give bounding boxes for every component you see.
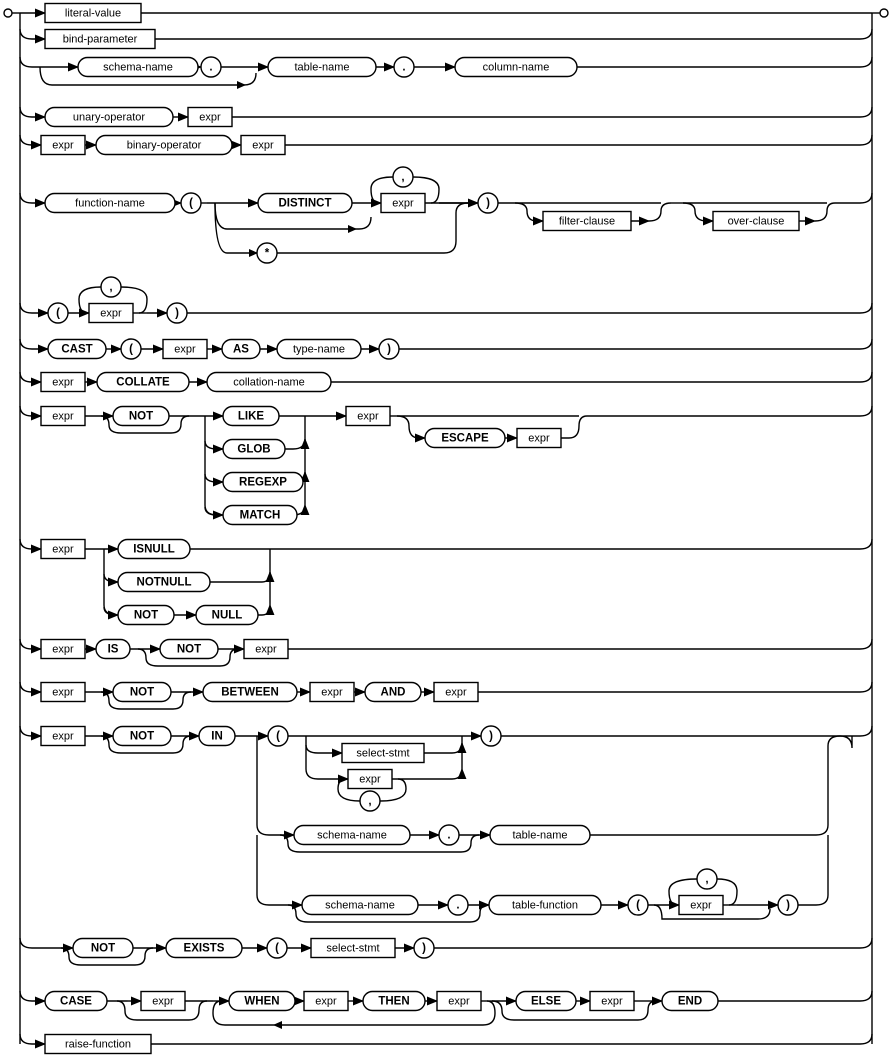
svg-text:LIKE: LIKE bbox=[237, 410, 265, 423]
railroad-node-column-name bbox=[455, 58, 577, 77]
svg-text:function-name: function-name bbox=[75, 197, 145, 210]
svg-text:,: , bbox=[368, 795, 372, 808]
railroad-node-else bbox=[516, 992, 576, 1011]
railroad-node-unary-operator bbox=[45, 108, 173, 127]
railroad-node-glob bbox=[223, 440, 285, 459]
railroad-node-in bbox=[199, 727, 235, 746]
svg-text:): ) bbox=[786, 899, 790, 912]
svg-text:expr: expr bbox=[52, 643, 74, 656]
svg-text:expr: expr bbox=[359, 773, 381, 786]
railroad-node-bind-parameter bbox=[45, 30, 155, 49]
svg-text:expr: expr bbox=[52, 686, 74, 699]
railroad-node-filter-clause bbox=[543, 212, 631, 231]
svg-text:,: , bbox=[705, 873, 709, 886]
railroad-node-expr bbox=[348, 770, 392, 789]
railroad-node-notnull bbox=[118, 573, 210, 592]
svg-text:NOT: NOT bbox=[90, 942, 116, 955]
svg-text:NOT: NOT bbox=[128, 410, 154, 423]
svg-text:.: . bbox=[209, 61, 213, 74]
svg-text:NULL: NULL bbox=[211, 609, 243, 622]
railroad-node-- bbox=[257, 243, 277, 263]
railroad-node-- bbox=[101, 277, 121, 297]
railroad-node-not bbox=[113, 407, 169, 426]
railroad-node-regexp bbox=[223, 473, 303, 492]
railroad-node-expr bbox=[41, 373, 85, 392]
railroad-node-expr bbox=[241, 136, 285, 155]
svg-text:(: ( bbox=[275, 942, 279, 955]
svg-text:.: . bbox=[447, 829, 451, 842]
railroad-node-- bbox=[478, 193, 498, 213]
railroad-node-not bbox=[118, 606, 174, 625]
railroad-node-escape bbox=[425, 429, 505, 448]
svg-text:expr: expr bbox=[315, 995, 337, 1008]
svg-text:): ) bbox=[175, 307, 179, 320]
railroad-wires bbox=[4, 9, 888, 1044]
railroad-node-not bbox=[113, 683, 171, 702]
railroad-node-- bbox=[393, 167, 413, 187]
railroad-node-- bbox=[628, 895, 648, 915]
svg-text:expr: expr bbox=[52, 410, 74, 423]
railroad-node-expr bbox=[41, 727, 85, 746]
railroad-node-expr bbox=[346, 407, 390, 426]
svg-text:(: ( bbox=[56, 307, 60, 320]
svg-text:expr: expr bbox=[690, 899, 712, 912]
railroad-node-isnull bbox=[118, 540, 190, 559]
svg-text:filter-clause: filter-clause bbox=[558, 215, 616, 228]
svg-text:over-clause: over-clause bbox=[727, 215, 785, 228]
svg-text:.: . bbox=[402, 61, 406, 74]
railroad-node-is bbox=[96, 640, 130, 659]
svg-text:expr: expr bbox=[100, 307, 122, 320]
railroad-node-table-name bbox=[268, 58, 376, 77]
railroad-node-expr bbox=[310, 683, 354, 702]
railroad-node-distinct bbox=[258, 194, 352, 213]
svg-text:expr: expr bbox=[445, 686, 467, 699]
svg-text:expr: expr bbox=[52, 139, 74, 152]
railroad-node-literal-value bbox=[45, 4, 141, 23]
railroad-node-- bbox=[201, 57, 221, 77]
railroad-node-expr bbox=[41, 683, 85, 702]
svg-text:table-function: table-function bbox=[511, 899, 579, 912]
svg-text:EXISTS: EXISTS bbox=[183, 942, 225, 955]
svg-text:expr: expr bbox=[252, 139, 274, 152]
railroad-node-- bbox=[268, 726, 288, 746]
svg-text:GLOB: GLOB bbox=[237, 443, 271, 456]
railroad-node-- bbox=[167, 303, 187, 323]
svg-text:THEN: THEN bbox=[378, 995, 410, 1008]
railroad-node-over-clause bbox=[713, 212, 799, 231]
svg-text:(: ( bbox=[636, 899, 640, 912]
svg-text:expr: expr bbox=[528, 432, 550, 445]
svg-text:CASE: CASE bbox=[60, 995, 92, 1008]
railroad-node-expr bbox=[434, 683, 478, 702]
railroad-node-match bbox=[223, 506, 297, 525]
svg-text:MATCH: MATCH bbox=[239, 509, 281, 522]
railroad-node-raise-function bbox=[45, 1035, 151, 1054]
svg-text:,: , bbox=[401, 171, 405, 184]
svg-text:BETWEEN: BETWEEN bbox=[221, 686, 279, 699]
svg-text:schema-name: schema-name bbox=[317, 829, 387, 842]
svg-text:expr: expr bbox=[199, 111, 221, 124]
svg-text:table-name: table-name bbox=[294, 61, 350, 74]
railroad-node-expr bbox=[590, 992, 634, 1011]
railroad-node-function-name bbox=[45, 194, 175, 213]
svg-text:expr: expr bbox=[174, 343, 196, 356]
svg-text:NOT: NOT bbox=[129, 730, 155, 743]
svg-text:select-stmt: select-stmt bbox=[326, 942, 380, 955]
railroad-node-binary-operator bbox=[96, 136, 232, 155]
svg-text:expr: expr bbox=[357, 410, 379, 423]
svg-text:(: ( bbox=[189, 197, 193, 210]
svg-text:): ) bbox=[422, 942, 426, 955]
railroad-node-schema-name bbox=[78, 58, 198, 77]
svg-text:collation-name: collation-name bbox=[233, 376, 305, 389]
svg-text:): ) bbox=[489, 730, 493, 743]
railroad-node-end bbox=[662, 992, 718, 1011]
railroad-node-expr bbox=[381, 194, 425, 213]
railroad-node-- bbox=[414, 938, 434, 958]
svg-text:NOT: NOT bbox=[129, 686, 155, 699]
svg-text:IN: IN bbox=[211, 730, 223, 743]
railroad-node-expr bbox=[244, 640, 288, 659]
railroad-node-- bbox=[448, 895, 468, 915]
railroad-node-select-stmt bbox=[342, 744, 424, 763]
svg-text:table-name: table-name bbox=[512, 829, 568, 842]
railroad-node-- bbox=[697, 869, 717, 889]
railroad-node-when bbox=[229, 992, 295, 1011]
svg-text:DISTINCT: DISTINCT bbox=[278, 197, 332, 210]
railroad-node-- bbox=[394, 57, 414, 77]
railroad-nodes bbox=[41, 4, 799, 1054]
svg-text:): ) bbox=[486, 197, 490, 210]
railroad-node-expr bbox=[679, 896, 723, 915]
svg-text:bind-parameter: bind-parameter bbox=[62, 33, 138, 46]
svg-text:,: , bbox=[109, 281, 113, 294]
railroad-node-then bbox=[363, 992, 425, 1011]
railroad-node-- bbox=[48, 303, 68, 323]
svg-text:ELSE: ELSE bbox=[530, 995, 562, 1008]
svg-text:CAST: CAST bbox=[61, 343, 93, 356]
svg-text:type-name: type-name bbox=[293, 343, 345, 356]
railroad-node-like bbox=[223, 407, 279, 426]
railroad-node-not bbox=[73, 939, 133, 958]
svg-text:expr: expr bbox=[392, 197, 414, 210]
svg-text:expr: expr bbox=[52, 543, 74, 556]
svg-text:AS: AS bbox=[233, 343, 249, 356]
svg-text:select-stmt: select-stmt bbox=[356, 747, 410, 760]
railroad-node-not bbox=[113, 727, 171, 746]
svg-text:AND: AND bbox=[380, 686, 406, 699]
railroad-node-case bbox=[45, 992, 107, 1011]
railroad-node-table-name bbox=[490, 826, 590, 845]
svg-text:NOTNULL: NOTNULL bbox=[136, 576, 192, 589]
svg-text:binary-operator: binary-operator bbox=[126, 139, 202, 152]
railroad-node-expr bbox=[41, 136, 85, 155]
svg-text:expr: expr bbox=[152, 995, 174, 1008]
svg-text:WHEN: WHEN bbox=[244, 995, 280, 1008]
railroad-node-expr bbox=[188, 108, 232, 127]
svg-text:raise-function: raise-function bbox=[64, 1038, 132, 1051]
railroad-node-- bbox=[360, 791, 380, 811]
railroad-node-null bbox=[196, 606, 258, 625]
railroad-node-- bbox=[121, 339, 141, 359]
railroad-node-select-stmt bbox=[311, 939, 395, 958]
railroad-node-between bbox=[203, 683, 297, 702]
railroad-node-collation-name bbox=[207, 373, 331, 392]
railroad-node-expr bbox=[437, 992, 481, 1011]
svg-text:expr: expr bbox=[255, 643, 277, 656]
svg-text:expr: expr bbox=[52, 376, 74, 389]
railroad-node-- bbox=[778, 895, 798, 915]
railroad-node-- bbox=[481, 726, 501, 746]
svg-text:column-name: column-name bbox=[482, 61, 550, 74]
svg-text:REGEXP: REGEXP bbox=[239, 476, 287, 489]
railroad-node-expr bbox=[89, 304, 133, 323]
railroad-node-cast bbox=[48, 340, 106, 359]
svg-text:expr: expr bbox=[601, 995, 623, 1008]
svg-text:ISNULL: ISNULL bbox=[133, 543, 175, 556]
svg-text:COLLATE: COLLATE bbox=[116, 376, 170, 389]
svg-text:NOT: NOT bbox=[133, 609, 159, 622]
railroad-node-expr bbox=[141, 992, 185, 1011]
svg-text:schema-name: schema-name bbox=[325, 899, 395, 912]
svg-text:NOT: NOT bbox=[176, 643, 202, 656]
railroad-node-and bbox=[365, 683, 421, 702]
svg-text:unary-operator: unary-operator bbox=[72, 111, 146, 124]
svg-text:.: . bbox=[456, 899, 460, 912]
svg-text:*: * bbox=[264, 247, 270, 260]
railroad-node-not bbox=[160, 640, 218, 659]
railroad-node-as bbox=[222, 340, 260, 359]
railroad-node-- bbox=[439, 825, 459, 845]
railroad-node-expr bbox=[41, 540, 85, 559]
svg-text:literal-value: literal-value bbox=[64, 7, 122, 20]
railroad-node-exists bbox=[166, 939, 242, 958]
railroad-node-- bbox=[267, 938, 287, 958]
svg-text:END: END bbox=[677, 995, 703, 1008]
svg-text:): ) bbox=[387, 343, 391, 356]
svg-text:(: ( bbox=[276, 730, 280, 743]
railroad-node-- bbox=[379, 339, 399, 359]
railroad-node-expr bbox=[41, 407, 85, 426]
railroad-node-expr bbox=[163, 340, 207, 359]
railroad-node-expr bbox=[304, 992, 348, 1011]
railroad-node-- bbox=[181, 193, 201, 213]
railroad-node-schema-name bbox=[302, 896, 418, 915]
railroad-node-collate bbox=[97, 373, 189, 392]
railroad-node-type-name bbox=[277, 340, 361, 359]
railroad-node-schema-name bbox=[294, 826, 410, 845]
svg-text:expr: expr bbox=[448, 995, 470, 1008]
railroad-node-table-function bbox=[489, 896, 601, 915]
svg-text:expr: expr bbox=[321, 686, 343, 699]
svg-text:expr: expr bbox=[52, 730, 74, 743]
svg-text:schema-name: schema-name bbox=[103, 61, 173, 74]
railroad-node-expr bbox=[517, 429, 561, 448]
railroad-node-expr bbox=[41, 640, 85, 659]
svg-text:IS: IS bbox=[107, 643, 119, 656]
svg-text:ESCAPE: ESCAPE bbox=[441, 432, 489, 445]
svg-text:(: ( bbox=[129, 343, 133, 356]
